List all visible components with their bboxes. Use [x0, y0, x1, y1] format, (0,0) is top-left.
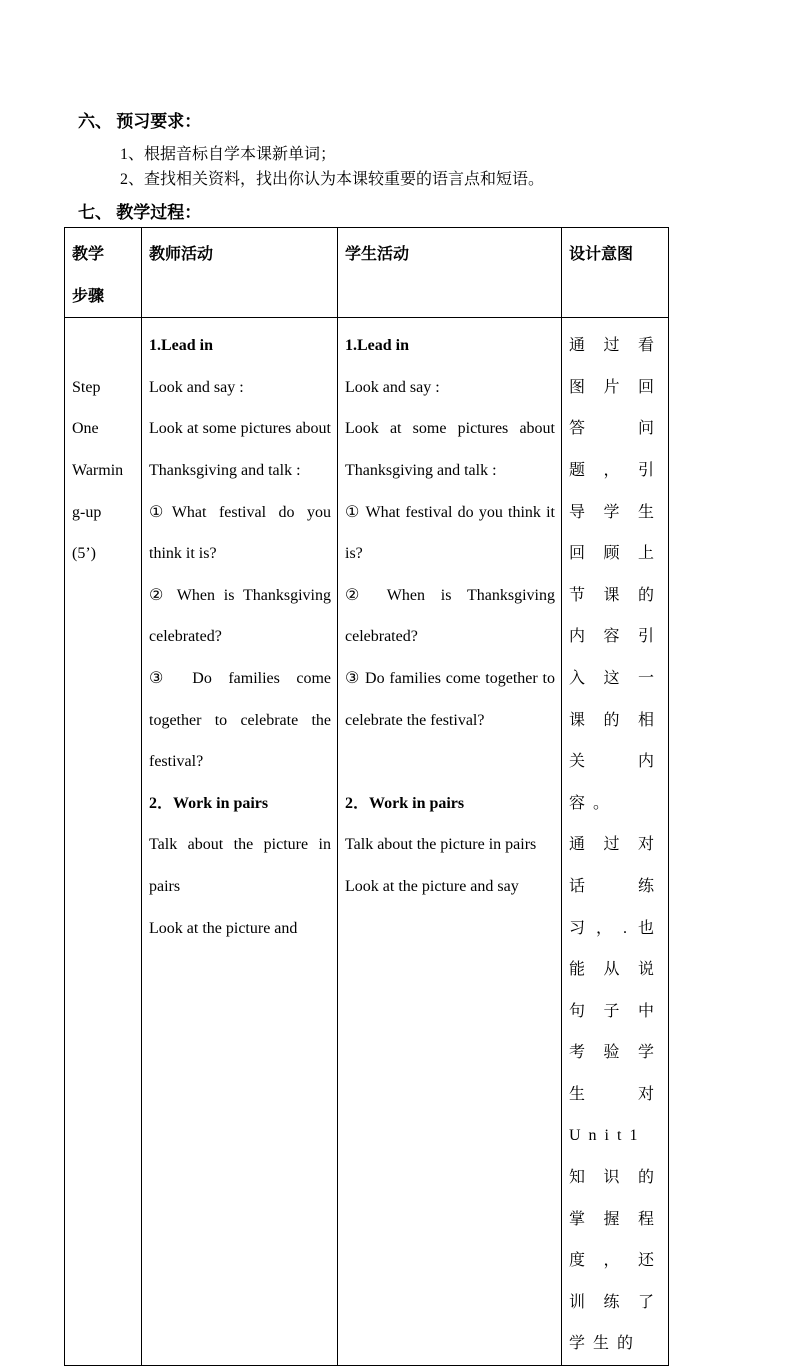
- teacher-heading-1: 1.Lead in: [149, 337, 214, 355]
- student-heading-2: 2．Work in pairs: [345, 794, 465, 812]
- section6-title: 六、 预习要求：: [78, 112, 202, 131]
- teacher-activity-cell: 1.Lead in Look and say : Look at some pictures about Thanksgiving and talk : ①What festival do you think it is? ② When is Thanksgiving celebrated? ③ Do families come together to celebrate the festival? 2．Work in pairs Talk about the picture in pairs Look at the picture and: [142, 318, 338, 1366]
- prep-item-1: 1、根据音标自学本课新单词；: [120, 146, 337, 163]
- table-header-row: [65, 228, 669, 318]
- design-intent-cell: 通过看图片回答问题，引导学生回顾上节课的内容引入这一课的相关内容。 通过对话练习，.也能从说句子中考验学生对Unit1知识的掌握程度，还训练了学生的: [562, 318, 669, 1366]
- header-step: 教学步骤: [65, 228, 142, 318]
- header-intent: 设计意图: [562, 228, 669, 318]
- prep-item-2: 2、查找相关资料，找出你认为本课较重要的语言点和短语。: [120, 171, 545, 188]
- student-activity-cell: 1.Lead in Look and say : Look at some pictures about Thanksgiving and talk : ① What festival do you think it is? ② When is Thanksgiving celebrated? ③ Do families come together to celebrate the festival? 2．Work in pairs Talk about the picture in pairs Look at the picture and say: [338, 318, 562, 1366]
- table-row: [65, 318, 669, 1366]
- teacher-heading-2: 2．Work in pairs: [149, 794, 269, 812]
- header-student: 学生活动: [338, 228, 562, 318]
- section7-title: 七、 教学过程：: [78, 203, 202, 222]
- header-teacher: 教师活动: [142, 228, 338, 318]
- step-cell: Step One Warmin g-up (5’): [65, 318, 142, 1366]
- teaching-process-table: [64, 227, 669, 1366]
- student-heading-1: 1.Lead in: [345, 337, 410, 355]
